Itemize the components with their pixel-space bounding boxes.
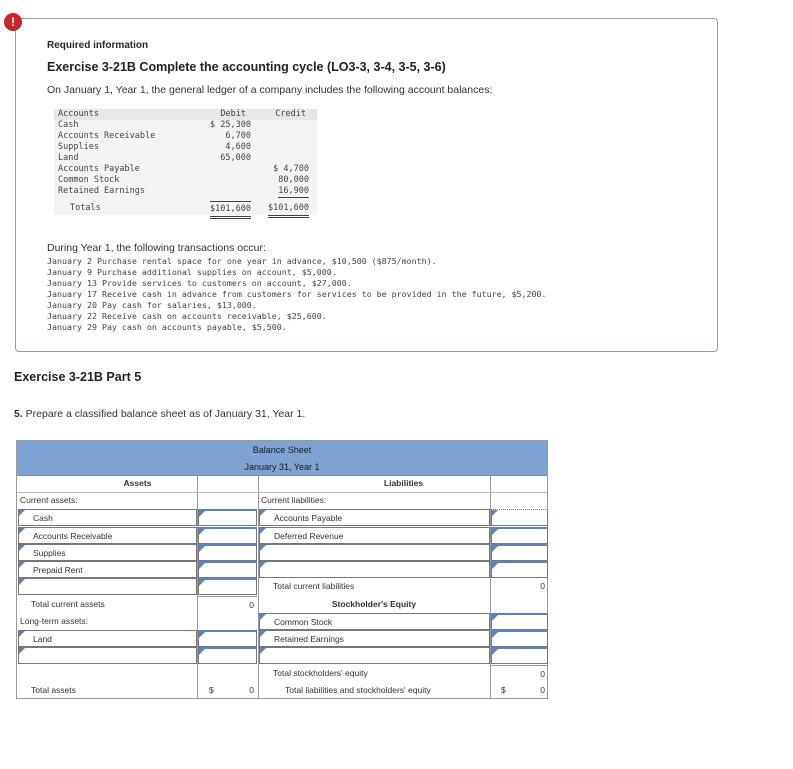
balance-sheet-title: Balance Sheet [17,441,547,460]
asset-amount-input[interactable] [198,647,257,664]
total-current-assets-value: 0 [198,596,257,613]
long-term-assets-label: Long-term assets: [20,616,89,626]
prepare-instruction: 5. Prepare a classified balance sheet as of January 31, Year 1. [14,408,306,420]
ledger-total-debit: $101,600 [210,201,251,219]
transactions-list [47,256,547,333]
liability-account-select[interactable] [259,544,490,561]
liability-account-select[interactable]: Accounts Payable [259,509,490,526]
total-assets-value: 0 [249,685,254,695]
assets-header: Assets [123,478,152,488]
ledger-row: Common Stock 80,000 [58,175,309,185]
equity-amount-input[interactable] [491,647,548,664]
transaction-item: January 20 Pay cash for salaries, $13,000. [47,300,257,310]
exercise-title: Exercise 3-21B Complete the accounting cycle (LO3-3, 3-4, 3-5, 3-6) [47,60,446,74]
balance-sheet [16,440,548,699]
ledger-row: Land 65,000 [58,153,251,163]
ledger-header-credit: Credit [275,109,306,119]
asset-amount-input[interactable] [198,544,257,561]
transaction-item: January 2 Purchase rental space for one year in advance, $10,500 ($875/month). [47,256,437,266]
equity-account-select[interactable]: Retained Earnings [259,630,490,647]
total-assets-dollar: $ [209,685,214,695]
liabilities-header: Liabilities [383,478,424,488]
current-liabilities-label: Current liabilities: [261,495,327,505]
liability-amount-input[interactable] [491,509,548,526]
total-current-assets-label: Total current assets [31,599,105,609]
equity-account-select[interactable]: Common Stock [259,613,490,630]
ledger-row: Supplies 4,600 [58,142,251,152]
intro-text: On January 1, Year 1, the general ledger of a company includes the following account balances: [47,84,493,96]
asset-amount-input[interactable] [198,630,257,647]
total-assets-label: Total assets [31,685,76,695]
ledger-header [54,109,317,120]
asset-amount-input[interactable] [198,509,257,526]
equity-header: Stockholder's Equity [331,599,417,609]
asset-account-select[interactable] [18,578,197,595]
liability-account-select[interactable]: Deferred Revenue [259,527,490,544]
equity-amount-input[interactable] [491,613,548,630]
asset-account-select[interactable]: Land [18,630,197,647]
transaction-item: January 22 Receive cash on accounts receivable, $25,600. [47,311,327,321]
total-equity-label: Total stockholders' equity [273,668,368,678]
asset-account-select[interactable]: Accounts Receivable [18,527,197,544]
ledger-totals-row [54,201,317,215]
transaction-item: January 13 Provide services to customers on account, $27,000. [47,278,352,288]
ledger-total-credit: $101,600 [268,201,309,218]
liability-amount-input[interactable] [491,561,548,578]
alert-icon: ! [4,13,22,31]
ledger-row: Cash $ 25,300 [58,120,251,130]
asset-account-select[interactable]: Supplies [18,544,197,561]
ledger-row: Accounts Payable $ 4,700 [58,164,309,174]
total-liabilities-equity-value: 0 [540,685,545,695]
asset-account-select[interactable] [18,647,197,664]
during-text: During Year 1, the following transactions occur: [47,242,266,254]
part-title: Exercise 3-21B Part 5 [14,370,142,384]
ledger-row: Accounts Receivable 6,700 [58,131,251,141]
liability-amount-input[interactable] [491,544,548,561]
total-liabilities-equity-dollar: $ [501,685,506,695]
equity-account-select[interactable] [259,647,490,664]
ledger-header-accounts: Accounts [58,109,99,119]
required-info-label: Required information [47,40,149,51]
total-current-liabilities-label: Total current liabilities [273,581,355,591]
asset-account-select[interactable]: Cash [18,509,197,526]
asset-amount-input[interactable] [198,578,257,595]
transaction-item: January 17 Receive cash in advance from customers for services to be provided in the future, $5,200. [47,289,547,299]
ledger-row: Retained Earnings 16,900 [58,186,309,196]
transaction-item: January 9 Purchase additional supplies on account, $5,000. [47,267,337,277]
asset-account-select[interactable]: Prepaid Rent [18,561,197,578]
balance-sheet-date: January 31, Year 1 [17,459,547,476]
ledger-header-debit: Debit [220,109,246,119]
total-current-liabilities-value: 0 [540,581,545,591]
general-ledger-table [54,109,317,215]
ledger-totals-label: Totals [70,203,101,213]
total-equity-value: 0 [491,665,548,682]
asset-amount-input[interactable] [198,561,257,578]
equity-amount-input[interactable] [491,630,548,647]
total-liabilities-equity-label: Total liabilities and stockholders' equity [285,685,431,695]
asset-amount-input[interactable] [198,527,257,544]
liability-account-select[interactable] [259,561,490,578]
liability-amount-input[interactable] [491,527,548,544]
current-assets-label: Current assets: [20,495,78,505]
transaction-item: January 29 Pay cash on accounts payable, $5,500. [47,322,287,332]
